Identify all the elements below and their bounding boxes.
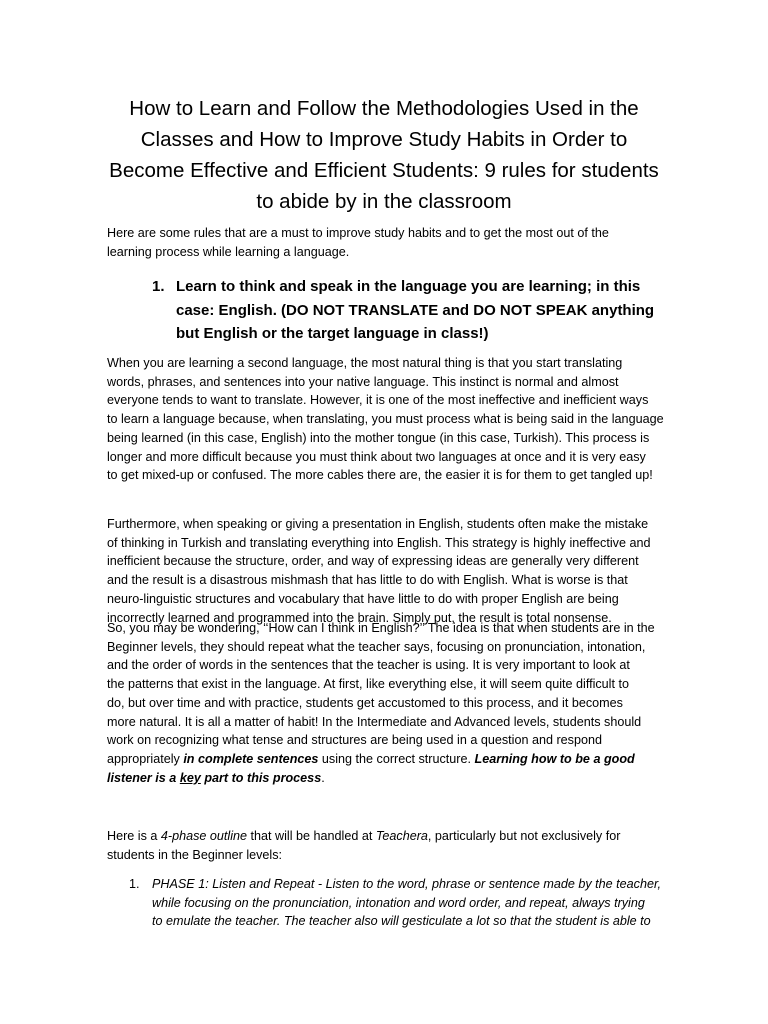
text-run: using the correct structure. [318, 751, 475, 766]
text-line: Here are some rules that are a must to improve study habits and to get the most out of the [107, 226, 609, 240]
rule-heading-line: Learn to think and speak in the language you are learning; in this [176, 278, 641, 295]
text-line: more natural. It is all a matter of habit! In the Intermediate and Advanced levels, students should [107, 714, 642, 729]
body-paragraph-1 [107, 354, 667, 485]
text-line: When you are learning a second language, the most natural thing is that you start translating [107, 356, 623, 370]
text-line: and the order of words in the sentences that the teacher is using. It is very important to look at [107, 658, 630, 673]
text-line: So, you may be wondering, ‘‘How can I think in English?’’ The idea is that when students are in the [107, 621, 655, 635]
rule-number: 1. [152, 278, 165, 295]
title-line: How to Learn and Follow the Methodologies Used in the [129, 97, 639, 120]
text-line: of thinking in Turkish and translating everything into English. This strategy is highly ineffective and [107, 535, 651, 550]
text-line: everyone tends to want to translate. However, it is one of the most ineffective and inefficient ways [107, 393, 649, 408]
text-line: neuro-linguistic structures and vocabulary that have little to do with proper English are being [107, 591, 619, 606]
body-paragraph-3 [107, 619, 667, 787]
text-run: . [321, 770, 325, 785]
rule-heading-line: case: English. (DO NOT TRANSLATE and DO NOT SPEAK anything [176, 301, 655, 319]
emphasis-text: part to this process [200, 770, 322, 785]
text-line: inefficient because the structure, order, and way of expressing ideas are generally very different [107, 554, 639, 569]
text-line: do, but over time and with practice, students get accustomed to this process, and it becomes [107, 695, 623, 710]
emphasis-text: Learning how to be a good [474, 751, 635, 766]
italic-text: 4-phase outline [160, 829, 248, 843]
text-line [107, 750, 667, 769]
rule-heading-line: but English or the target language in class!) [176, 325, 489, 342]
text-line: to get mixed-up or confused. The more cables there are, the easier it is for them to get tangled up! [107, 468, 653, 483]
body-paragraph-2 [107, 515, 667, 627]
text-line [107, 769, 667, 788]
text-line: Furthermore, when speaking or giving a presentation in English, students often make the mistake [107, 517, 649, 531]
emphasis-text: listener is a [107, 770, 180, 785]
intro-paragraph [107, 224, 667, 261]
text-line: students in the Beginner levels: [107, 847, 283, 862]
list-item-line: while focusing on the pronunciation, intonation and word order, and repeat, always trying [152, 895, 645, 910]
text-line: incorrectly learned and programmed into the brain. Simply put, the result is total nonsense. [107, 610, 612, 625]
title-line: Become Effective and Efficient Students: 9 rules for students [109, 159, 659, 182]
text-run: appropriately [107, 751, 184, 766]
italic-text: Teachera [375, 829, 428, 843]
text-line: longer and more difficult because you must think about two languages at once and it is very easy [107, 449, 646, 464]
list-item-line: PHASE 1: Listen and Repeat - Listen to the word, phrase or sentence made by the teacher, [152, 877, 661, 891]
text-run: , particularly but not exclusively for [427, 829, 621, 843]
text-line: being learned (in this case, English) into the mother tongue (in this case, Turkish). This process is [107, 430, 650, 445]
text-line: and the result is a disastrous mishmash that has little to do with English. What is worse is that [107, 573, 628, 588]
outline-intro [107, 827, 667, 864]
text-line: to learn a language because, when translating, you must process what is being said in the language [107, 412, 664, 427]
document-title [96, 93, 672, 217]
title-line: to abide by in the classroom [256, 190, 512, 213]
text-line: learning process while learning a language. [107, 244, 350, 259]
list-item-line: to emulate the teacher. The teacher also will gesticulate a lot so that the student is able to [152, 914, 651, 929]
text-line: words, phrases, and sentences into your native language. This instinct is normal and almost [107, 374, 619, 389]
emphasis-text: in complete sentences [183, 751, 319, 766]
key-word: key [179, 770, 201, 785]
text-line: the patterns that exist in the language. At first, like everything else, it will seem quite difficult to [107, 677, 629, 692]
text-run: that will be handled at [247, 829, 376, 843]
text-line: work on recognizing what tense and structures are being used in a question and respond [107, 733, 602, 748]
text-run: Here is a [107, 829, 161, 843]
text-line: Beginner levels, they should repeat what the teacher says, focusing on pronunciation, intonation, [107, 639, 646, 654]
list-number: 1. [129, 877, 140, 891]
title-line: Classes and How to Improve Study Habits in Order to [140, 128, 628, 151]
text-line [107, 827, 667, 846]
